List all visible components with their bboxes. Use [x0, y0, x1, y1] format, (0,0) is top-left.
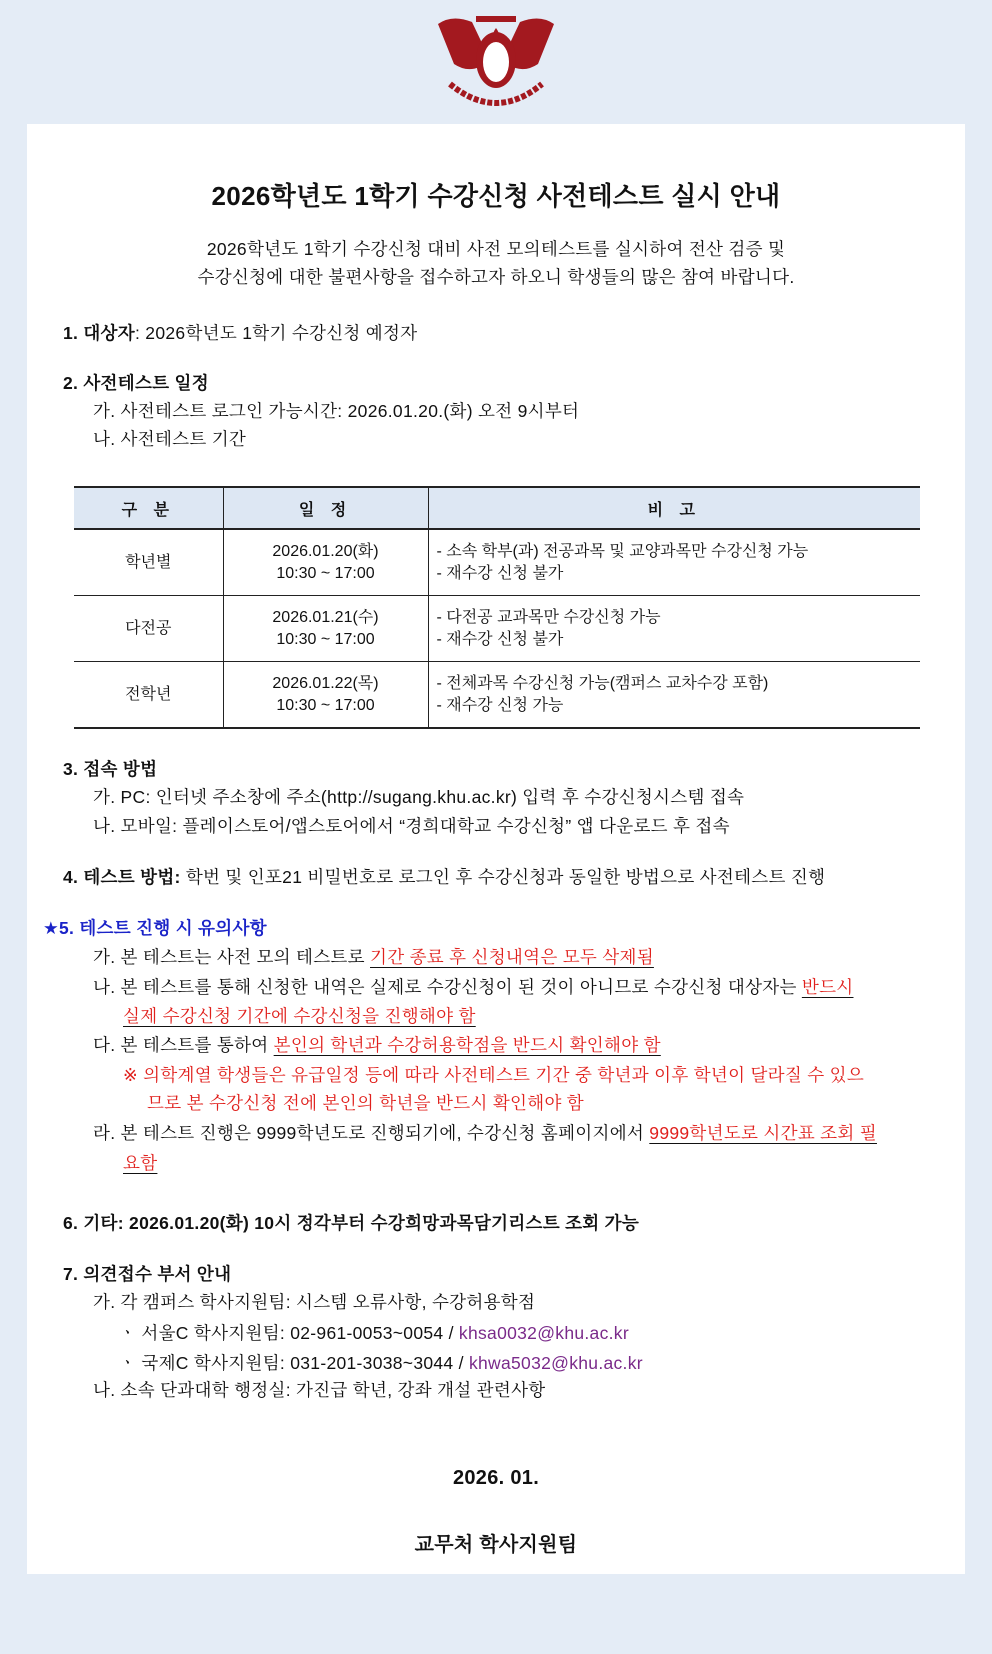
intro-line: 2026학년도 1학기 수강신청 대비 사전 모의테스트를 실시하여 전산 검증 및 [206, 239, 786, 259]
highlight: 요함 [123, 1153, 158, 1173]
date: 2026.01.21(수) [272, 608, 379, 626]
schedule-period: 나. 사전테스트 기간 [93, 429, 247, 449]
contact-global [119, 1350, 643, 1375]
column-header: 비 고 [428, 487, 920, 529]
section-test-method [63, 864, 825, 889]
highlight: 9999학년도로 시간표 조회 필 [649, 1123, 877, 1143]
section-label: 4. 테스트 방법: [63, 867, 181, 887]
table-header-row [74, 487, 920, 529]
text: ㆍ 서울C 학사지원팀: 02-961-0053~0054 / [119, 1323, 459, 1343]
type-cell: 전학년 [74, 662, 223, 729]
caution-b [93, 974, 853, 999]
section-schedule-heading: 2. 사전테스트 일정 [63, 373, 209, 393]
date: 2026.01.20(화) [272, 542, 379, 560]
note: - 전체과목 수강신청 가능(캠퍼스 교차수강 포함) [436, 674, 769, 692]
table-row [74, 596, 920, 662]
issuing-office: 교무처 학사지원팀 [414, 1534, 578, 1556]
section-target [63, 320, 417, 345]
highlight: 반드시 [801, 977, 854, 997]
note: - 다전공 교과목만 수강신청 가능 [436, 608, 661, 626]
notice-panel [27, 124, 965, 1574]
type-cell: 학년별 [74, 529, 223, 596]
section-other: 6. 기타: 2026.01.20(화) 10시 정각부터 수강희망과목담기리스트 조회 가능 [63, 1213, 640, 1233]
column-header: 일 정 [223, 487, 428, 529]
note-cell [428, 596, 920, 662]
date-cell [223, 529, 428, 596]
contact-seoul [119, 1320, 629, 1345]
text: 라. 본 테스트 진행은 9999학년도로 진행되기에, 수강신청 홈페이지에서 [93, 1123, 650, 1143]
text: 다. 본 테스트를 통하여 [93, 1035, 274, 1055]
caution-note: ※ 의학계열 학생들은 유급일정 등에 따라 사전테스트 기간 중 학년과 이후 학년이 달라질 수 있으 [123, 1065, 865, 1085]
caution-d [93, 1120, 877, 1145]
contact-college: 나. 소속 단과대학 행정실: 가진급 학년, 강좌 개설 관련사항 [93, 1380, 546, 1400]
note: - 재수강 신청 불가 [436, 564, 564, 582]
schedule-table [74, 486, 920, 729]
kyung-hee-university-logo [432, 10, 560, 118]
intro-line: 수강신청에 대한 불편사항을 접수하고자 하오니 학생들의 많은 참여 바랍니다. [197, 267, 795, 287]
schedule-login-time: 가. 사전테스트 로그인 가능시간: 2026.01.20.(화) 오전 9시부터 [93, 401, 580, 421]
contact-campus: 가. 각 캠퍼스 학사지원팀: 시스템 오류사항, 수강허용학점 [93, 1292, 536, 1312]
access-pc: 가. PC: 인터넷 주소창에 주소(http://sugang.khu.ac.kr) 입력 후 수강신청시스템 접속 [93, 787, 745, 807]
caution-note-cont: 므로 본 수강신청 전에 본인의 학년을 반드시 확인해야 함 [147, 1093, 585, 1113]
caution-d-cont [123, 1150, 157, 1175]
section-access-heading: 3. 접속 방법 [63, 759, 158, 779]
page-title: 2026학년도 1학기 수강신청 사전테스트 실시 안내 [211, 181, 781, 211]
section-contact-heading: 7. 의견접수 부서 안내 [63, 1264, 232, 1284]
highlight: 실제 수강신청 기간에 수강신청을 진행해야 함 [123, 1006, 476, 1026]
highlight: 기간 종료 후 신청내역은 모두 삭제됨 [370, 947, 654, 967]
type-cell: 다전공 [74, 596, 223, 662]
notice-date: 2026. 01. [452, 1467, 540, 1489]
caution-a [93, 944, 654, 969]
table-row [74, 662, 920, 729]
text: 나. 본 테스트를 통해 신청한 내역은 실제로 수강신청이 된 것이 아니므로 수강신청 대상자는 [93, 977, 802, 997]
text: 가. 본 테스트는 사전 모의 테스트로 [93, 947, 371, 967]
date-cell [223, 662, 428, 729]
section-text: 학번 및 인포21 비밀번호로 로그인 후 수강신청과 동일한 방법으로 사전테스트 진행 [180, 867, 826, 887]
note-cell [428, 662, 920, 729]
note: - 소속 학부(과) 전공과목 및 교양과목만 수강신청 가능 [436, 542, 809, 560]
note: - 재수강 신청 불가 [436, 630, 564, 648]
section-label: 1. 대상자 [63, 323, 135, 343]
column-header: 구 분 [74, 487, 223, 529]
access-mobile: 나. 모바일: 플레이스토어/앱스토어에서 “경희대학교 수강신청” 앱 다운로드 후 접속 [93, 816, 730, 836]
date: 2026.01.22(목) [272, 674, 379, 692]
caution-b-cont [123, 1003, 476, 1028]
note-cell [428, 529, 920, 596]
time: 10:30 ~ 17:00 [276, 630, 375, 648]
time: 10:30 ~ 17:00 [276, 696, 375, 714]
date-cell [223, 596, 428, 662]
section-cautions-heading: ★5. 테스트 진행 시 유의사항 [43, 918, 267, 938]
section-text: : 2026학년도 1학기 수강신청 예정자 [134, 323, 418, 343]
table-row [74, 529, 920, 596]
email-link[interactable]: khsa0032@khu.ac.kr [458, 1323, 629, 1343]
email-link[interactable]: khwa5032@khu.ac.kr [468, 1353, 643, 1373]
caution-c [93, 1032, 661, 1057]
time: 10:30 ~ 17:00 [276, 564, 375, 582]
note: - 재수강 신청 가능 [436, 696, 564, 714]
text: ㆍ 국제C 학사지원팀: 031-201-3038~3044 / [119, 1353, 469, 1373]
highlight: 본인의 학년과 수강허용학점을 반드시 확인해야 함 [273, 1035, 661, 1055]
